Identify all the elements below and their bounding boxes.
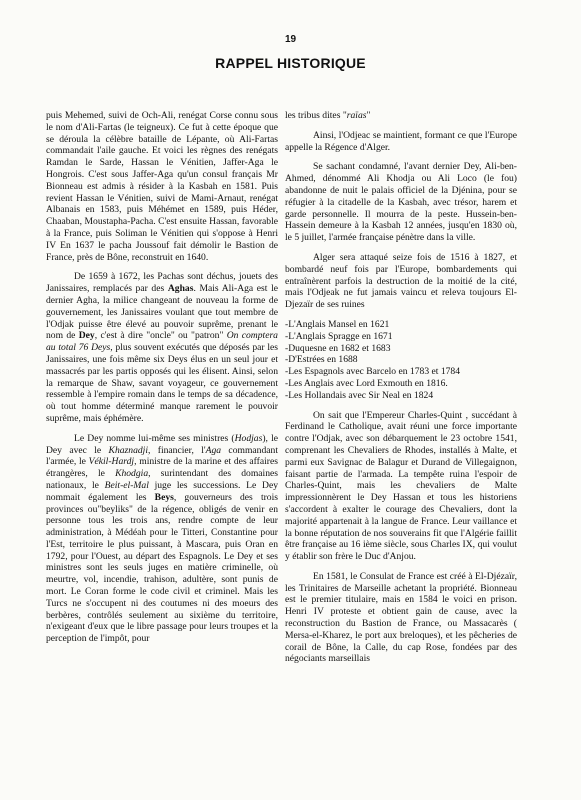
term-vekil-hardj: Vékil-Hardj — [88, 456, 135, 468]
text-run: , c'est à dire "oncle" ou "patron" — [94, 330, 227, 342]
text-run: . Mais Ali-Aga est le dernier Agha, la milice changeant de nouveau la forme de gouvernement, les Janissaires voulant que tout membre de l'Odjak puisse être élevé au pouvoir suprême, prenant le nom de — [46, 283, 278, 342]
term-beit-el-mal: Beit-el-Mal — [104, 479, 149, 491]
right-column — [285, 110, 517, 673]
bombardments-list — [285, 319, 517, 402]
left-paragraph-2 — [46, 271, 278, 424]
left-paragraph-1: puis Mehemed, suivi de Och-Ali, renégat Corse connu sous le nom d'Ali-Fartas (le teigneux). Ce fut à cette époque que se déroula la célèbre bataille de Lépante, où Ali-Fartas commandait l'aile gauche. Et voici les règnes des renégats Ramdan le Sarde, Hassan le Vénitien, Jaffer-Aga le Hongrois. C'est sous Jaffer-Aga qu'un consul français Mr Bionneau est admis à résider à la Kasbah en 1581. Puis revient Hassan le Vénitien, suivi de Mami-Arnaut, renégat Albanais en 1583, puis Méhémet en 1589, puis Héder, Chaaban, Moustapha-Pacha. C'est ensuite Hassan, favorable à la France, puis Soliman le Vénitien qui s'oppose à Henri IV En 1637 le pacha Joussouf fait démolir le Bastion de France, près de Bône, reconstruit en 1640. — [46, 110, 278, 263]
list-item: -Duquesne en 1682 et 1683 — [285, 342, 391, 354]
list-item: -Les Espagnols avec Barcelo en 1783 et 1784 — [285, 366, 461, 378]
right-paragraph-0 — [285, 110, 517, 122]
right-paragraph-3: Alger sera attaqué seize fois de 1516 à 1827, et bombardé neuf fois par l'Europe, bombardements qui entraînèrent parfois la destruction de la moitié de la cité, mais l'Odjeak ne fut jamais vaincu et releva toujours El-Djezaïr de ses ruines — [285, 251, 517, 311]
list-item: -D'Estrées en 1688 — [285, 354, 358, 366]
left-paragraph-3 — [46, 433, 278, 645]
right-paragraph-5: En 1581, le Consulat de France est créé à El-Djézaïr, les Trinitaires de Marseille achetant la propriété. Bionneau est le premier titulaire, mais en 1584 le voici en prison. Henri IV proteste et obtient gain de cause, avec la reconstruction du Bastion de France, ou Massacarès ( Mersa-el-Kharez, le port aux breloques), et les pêcheries de corail de Bône, la Calle, du cap Rose, fondées par des négociants marseillais — [285, 570, 517, 665]
list-item: -L'Anglais Spragge en 1671 — [285, 330, 393, 342]
term-khodgia: Khodgia — [115, 468, 149, 480]
left-column — [46, 110, 278, 653]
text-run: , financier, l' — [148, 444, 206, 456]
right-paragraph-4: On sait que l'Empereur Charles-Quint , succédant à Ferdinand le Catholique, avait réuni une force importante contre l'Odjak, avec son débarquement le 23 octobre 1541, comprenant les Chevaliers de Rhodes, installés à Malte, et parmi eux Savignac de Balagur et Durand de Villegaignon, faisant partie de l'armada. La tempête ruina l'espoir de Charles-Quint, mais les chevaliers de Malte impressionnèrent le Dey Hassan et tous les historiens s'accordent à exalter le courage des Chevaliers, dont la majorité appartenait à la langue de France. Leur vaillance et la bonne réputation de nos souverains fit que l'Algérie faillit être française au 16 ième siècle, sous Charles IX, qui voulut y établir son frère le Duc d'Anjou. — [285, 409, 517, 563]
term-aga: Aga — [205, 444, 222, 456]
right-paragraph-2: Se sachant condamné, l'avant dernier Dey, Ali-ben-Ahmed, dénommé Ali Khodja ou Ali Loco (le fou) abandonne de nuit le palais officiel de la Djénina, pour se réfugier à la citadelle de la Kasbah, avec trésor, harem et garde personnelle. Il mourra de la peste. Hussein-ben-Hassein demeure à la Kasbah 12 années, jusqu'en 1830 où, le 5 juillet, l'armée française pénètre dans la ville. — [285, 161, 517, 244]
italic-note-76-deys: On comptera au total 76 Deys — [46, 330, 278, 354]
list-item: -Les Hollandais avec Sir Neal en 1824 — [285, 389, 434, 401]
list-item: -Les Anglais avec Lord Exmouth en 1816. — [285, 377, 448, 389]
text-run: De 1659 à 1672, les Pachas sont déchus, jouets des Janissaires, remplacés par des — [46, 271, 278, 295]
text-run: , gouverneurs des trois provinces ou"beyliks" de la régence, obligés de venir en personne tous les trois ans, rendre compte de leur administration, à Médéah pour le Titteri, Constantine pour l'Est, territoire le plus puissant, à Mascara, puis Oran en 1792, pour l'Ouest, au départ des Espagnols. Le Dey et ses ministres sont les seuls juges en matière criminelle, où meurtre, vol, incendie, trahison, adultère, sont punis de mort. Le Coran forme le code civil et criminel. Mais les Turcs ne s'occupent ni des coutumes ni des moeurs des berbères, contrôlés seulement au sixième du territoire, n'exigeant d'eux que le libre passage pour leurs troupes et la perception de l'impôt, pour — [46, 491, 278, 645]
text-run: les tribus dites " — [285, 110, 347, 121]
right-paragraph-1: Ainsi, l'Odjeac se maintient, formant ce que l'Europe appelle la Régence d'Alger. — [285, 129, 517, 153]
text-run: , plus souvent exécutés que déposés par les Janissaires, une fois même six Deys élus en un seul jour et massacrés par les partis opposés qui les élisent. Ainsi, selon la remarque de Shaw, savant voyageur, ce gouvernement ressemble à l'empire romain dans le temps de sa décadence, où tout homme déterminé manque rarement le pouvoir suprême, mais éphémère. — [46, 342, 278, 424]
text-run: " — [366, 110, 371, 121]
text-run: ), le Dey avec le — [46, 432, 278, 456]
term-dey: Dey — [78, 330, 95, 342]
term-beys: Beys — [154, 491, 174, 503]
text-run: , surintendant des domaines nationaux, le — [46, 468, 278, 491]
page-title: RAPPEL HISTORIQUE — [215, 55, 366, 71]
page-number: 19 — [284, 34, 297, 45]
term-khaznadji: Khaznadji — [108, 444, 148, 456]
term-hodjas: Hodjas — [234, 432, 263, 444]
list-item: -L'Anglais Mansel en 1621 — [285, 318, 390, 330]
text-run: , ministre de la marine et des affaires étrangères, le — [46, 456, 278, 480]
text-run: commandant l'armée, le — [46, 444, 278, 468]
term-aghas: Aghas — [167, 283, 194, 295]
text-run: juge les successions. Le Dey nommait également les — [46, 479, 278, 503]
term-raias: raïas — [346, 110, 367, 121]
text-run: Le Dey nomme lui-même ses ministres ( — [74, 432, 235, 444]
